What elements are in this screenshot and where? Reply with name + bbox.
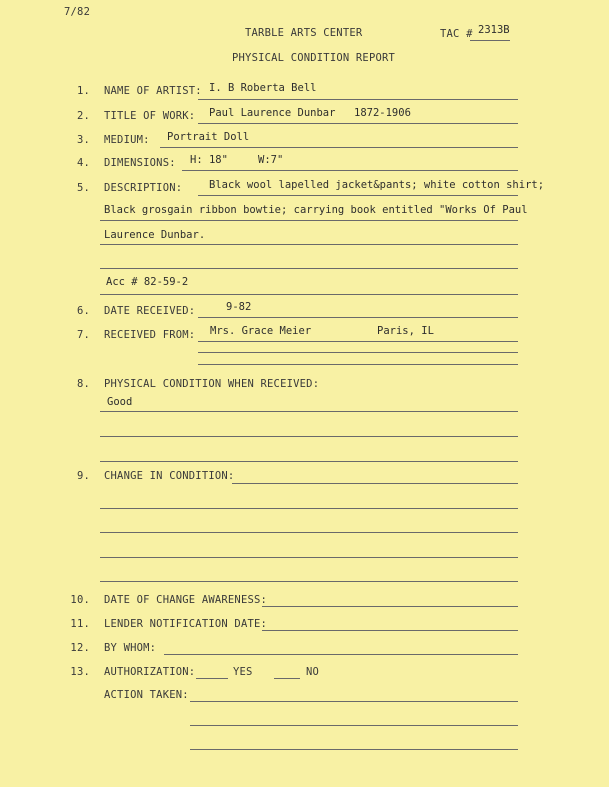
received-from-place: Paris, IL [377,325,434,337]
received-from-label: RECEIVED FROM: [104,329,196,341]
condition-received-value: Good [107,396,133,408]
authorization-yes-line [196,678,228,679]
authorization-yes: YES [233,666,253,678]
date-received-line [198,317,518,318]
action-taken-line [190,725,518,726]
authorization-label: AUTHORIZATION: [104,666,196,678]
item-number: 7. [76,329,90,341]
report-title: PHYSICAL CONDITION REPORT [232,52,396,64]
medium-label: MEDIUM: [104,134,150,146]
dimensions-line [182,170,518,171]
condition-received-line [100,436,518,437]
medium-value: Portrait Doll [167,131,250,143]
description-rule [100,220,518,221]
date-received-value: 9-82 [226,301,252,313]
artist-value: I. B Roberta Bell [209,82,317,94]
dimensions-width: W:7" [258,154,284,166]
artist-line [198,99,518,100]
item-number: 3. [76,134,90,146]
medium-line [160,147,518,148]
date-change-line [262,606,518,607]
description-rule [198,195,518,196]
by-whom-line [164,654,518,655]
lender-date-line [262,630,518,631]
org-name: TARBLE ARTS CENTER [245,27,363,39]
action-taken-line [190,701,518,702]
item-number: 12. [70,642,90,654]
date-received-label: DATE RECEIVED: [104,305,196,317]
condition-received-line [100,461,518,462]
change-condition-line [100,508,518,509]
tac-number: 2313B [478,24,510,36]
accession-number: Acc # 82-59-2 [106,276,189,288]
tac-label: TAC # [440,28,473,40]
change-condition-line [100,532,518,533]
received-from-line [198,352,518,353]
date-change-label: DATE OF CHANGE AWARENESS: [104,594,268,606]
condition-received-line [100,411,518,412]
description-line1: Black wool lapelled jacket&pants; white cotton shirt; [209,179,545,191]
authorization-no-line [274,678,300,679]
description-rule [100,294,518,295]
by-whom-label: BY WHOM: [104,642,157,654]
lender-date-label: LENDER NOTIFICATION DATE: [104,618,268,630]
received-from-line [198,364,518,365]
title-dates: 1872-1906 [354,107,411,119]
item-number: 1. [76,85,90,97]
title-label: TITLE OF WORK: [104,110,196,122]
change-condition-line [100,581,518,582]
item-number: 4. [76,157,90,169]
description-rule [100,268,518,269]
tac-line [470,40,510,41]
change-condition-line [100,557,518,558]
description-line3: Laurence Dunbar. [104,229,206,241]
received-from-line [198,341,518,342]
item-number: 8. [76,378,90,390]
received-from-name: Mrs. Grace Meier [210,325,312,337]
description-line2: Black grosgain ribbon bowtie; carrying book entitled "Works Of Paul [104,204,528,216]
change-condition-line [232,483,518,484]
change-condition-label: CHANGE IN CONDITION: [104,470,235,482]
item-number: 6. [76,305,90,317]
dimensions-height: H: 18" [190,154,228,166]
corner-date: 7/82 [64,6,91,18]
description-label: DESCRIPTION: [104,182,183,194]
item-number: 9. [76,470,90,482]
item-number: 11. [70,618,90,630]
authorization-no: NO [306,666,320,678]
action-taken-line [190,749,518,750]
item-number: 10. [70,594,90,606]
item-number: 13. [70,666,90,678]
title-value: Paul Laurence Dunbar [209,107,336,119]
condition-received-label: PHYSICAL CONDITION WHEN RECEIVED: [104,378,320,390]
action-taken-label: ACTION TAKEN: [104,689,189,701]
artist-label: NAME OF ARTIST: [104,85,202,97]
dimensions-label: DIMENSIONS: [104,157,176,169]
item-number: 2. [76,110,90,122]
description-rule [100,244,518,245]
item-number: 5. [76,182,90,194]
title-line [198,123,518,124]
